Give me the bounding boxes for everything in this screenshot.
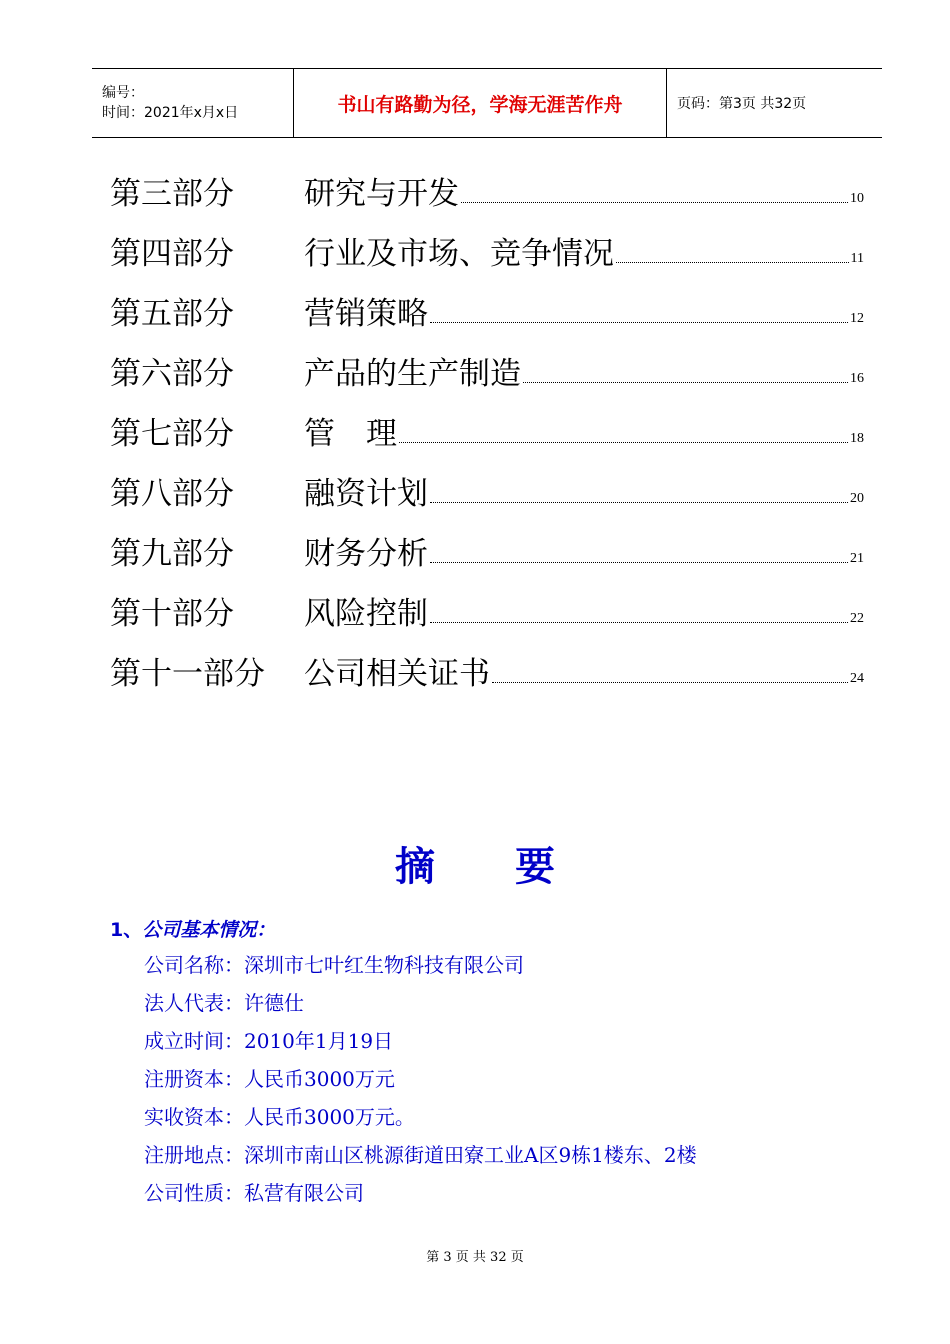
- toc-part: 第十部分: [110, 596, 234, 632]
- toc-page-number: 12: [850, 311, 864, 326]
- toc-page-number: 24: [850, 671, 864, 686]
- toc-row[interactable]: [110, 515, 864, 575]
- toc-part: 第六部分: [110, 356, 234, 392]
- toc-page-number: 16: [850, 371, 864, 386]
- toc-title: 营销策略: [304, 296, 428, 332]
- toc-part: 第八部分: [110, 476, 234, 512]
- toc-row[interactable]: [110, 395, 864, 455]
- toc-leader-dots: [430, 621, 848, 623]
- toc-title: 公司相关证书: [304, 656, 490, 692]
- section-label: 公司基本情况：: [142, 919, 276, 941]
- company-info: [144, 950, 864, 1216]
- toc-leader-dots: [430, 561, 848, 563]
- toc-page-number: 21: [850, 551, 864, 566]
- legal-rep-row: 法人代表：许德仕: [144, 991, 304, 1015]
- toc-part: 第五部分: [110, 296, 234, 332]
- registered-capital-row: 注册资本：人民币3000万元: [144, 1067, 395, 1091]
- toc-title: 行业及市场、竞争情况: [304, 236, 614, 272]
- toc-page-number: 20: [850, 491, 864, 506]
- toc-title: 融资计划: [304, 476, 428, 512]
- time-label: 时间：2021年x月x日: [102, 105, 239, 121]
- company-type-row: 公司性质：私营有限公司: [144, 1181, 364, 1205]
- toc-page-number: 22: [850, 611, 864, 626]
- toc-part: 第十一部分: [110, 656, 265, 692]
- toc-row[interactable]: [110, 635, 864, 695]
- toc-page-number: 11: [850, 251, 864, 266]
- toc-row[interactable]: [110, 575, 864, 635]
- toc-leader-dots: [492, 681, 848, 683]
- toc-row[interactable]: [110, 215, 864, 275]
- toc-title: 产品的生产制造: [304, 356, 521, 392]
- toc-row[interactable]: [110, 275, 864, 335]
- toc-leader-dots: [523, 381, 848, 383]
- registered-address-row: 注册地点：深圳市南山区桃源街道田寮工业A区9栋1楼东、2楼: [144, 1143, 697, 1167]
- section-number: 1、: [110, 919, 143, 941]
- header-motto: 书山有路勤为径，学海无涯苦作舟: [294, 69, 667, 137]
- toc-part: 第七部分: [110, 416, 234, 452]
- toc-title: 风险控制: [304, 596, 428, 632]
- header-meta: [92, 69, 294, 137]
- toc-page-number: 18: [850, 431, 864, 446]
- toc-leader-dots: [399, 441, 848, 443]
- founded-row: 成立时间：2010年1月19日: [144, 1029, 394, 1053]
- table-of-contents: [110, 155, 864, 695]
- toc-leader-dots: [430, 321, 848, 323]
- company-name-row: 公司名称：深圳市七叶红生物科技有限公司: [144, 953, 524, 977]
- toc-row[interactable]: [110, 455, 864, 515]
- toc-title: 研究与开发: [304, 176, 459, 212]
- page-footer: 第 3 页 共 32 页: [426, 1250, 524, 1265]
- page-header: [92, 68, 882, 138]
- toc-leader-dots: [461, 201, 848, 203]
- toc-part: 第九部分: [110, 536, 234, 572]
- toc-row[interactable]: [110, 335, 864, 395]
- header-page-info: 页码：第3页 共32页: [677, 96, 807, 112]
- toc-leader-dots: [616, 261, 849, 263]
- toc-leader-dots: [430, 501, 848, 503]
- toc-part: 第三部分: [110, 176, 234, 212]
- toc-row[interactable]: [110, 155, 864, 215]
- toc-part: 第四部分: [110, 236, 234, 272]
- summary-title: 摘要: [395, 843, 635, 890]
- toc-page-number: 10: [850, 191, 864, 206]
- section-heading: [110, 915, 275, 942]
- serial-label: 编号：: [102, 85, 144, 101]
- toc-title: 管 理: [304, 416, 397, 452]
- toc-title: 财务分析: [304, 536, 428, 572]
- paid-in-capital-row: 实收资本：人民币3000万元。: [144, 1105, 415, 1129]
